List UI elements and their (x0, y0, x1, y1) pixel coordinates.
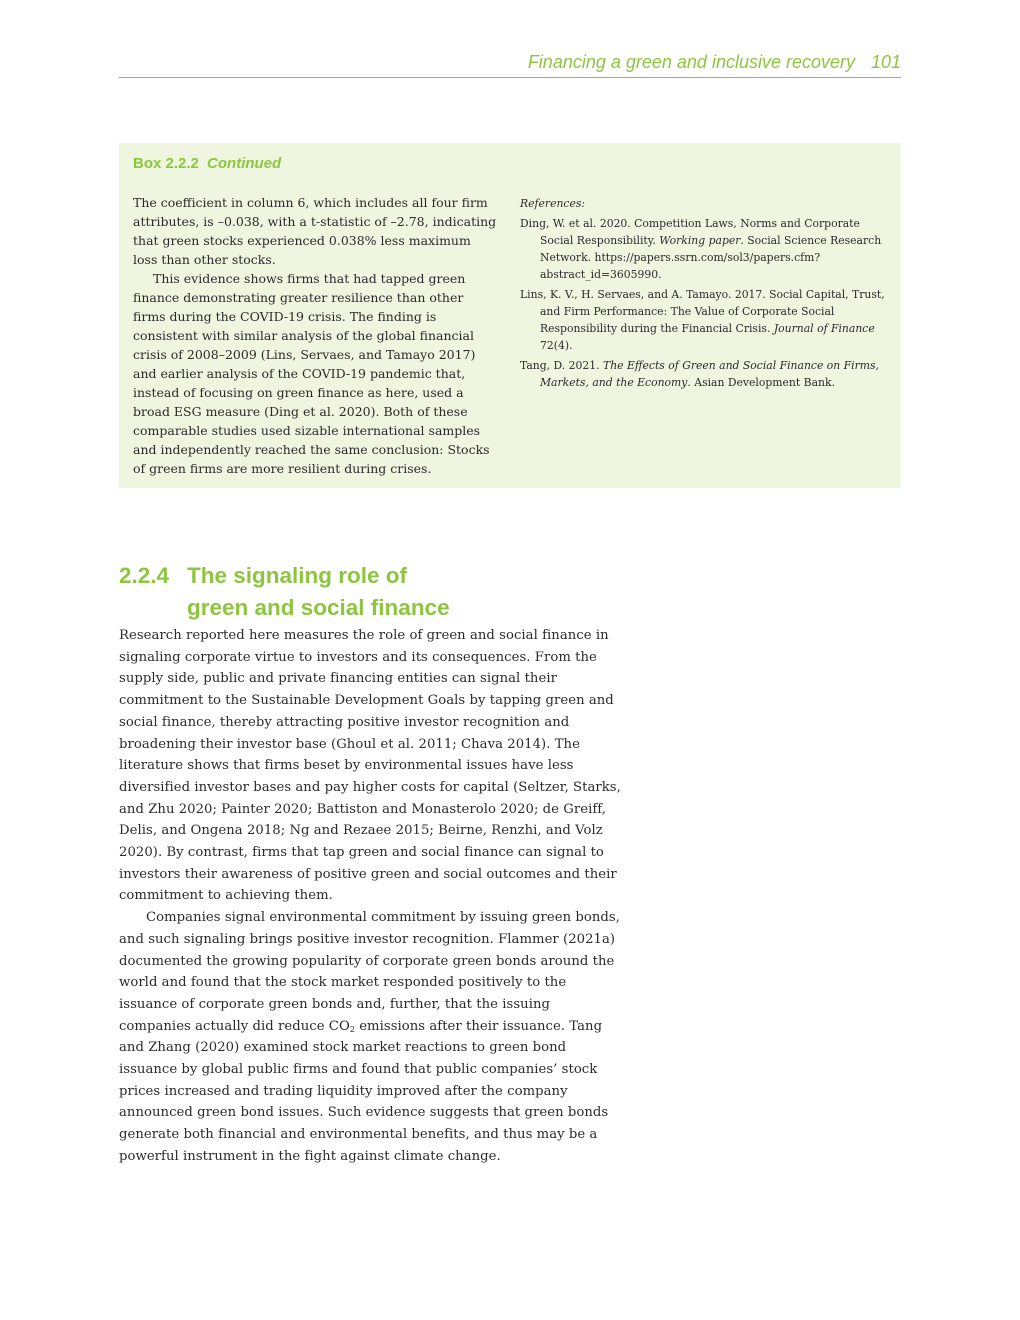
co2-subscript: 2 (349, 1024, 355, 1034)
body-text (119, 625, 624, 1168)
box-references (520, 195, 895, 394)
box-paragraph: The coefficient in column 6, which includes all four firm attributes, is –0.038, with a t-statistic of –2.78, indicating that green stocks experienced 0.038% less maximum loss than other stocks. (133, 195, 497, 267)
running-title: Financing a green and inclusive recovery (527, 52, 855, 72)
section-heading (119, 560, 539, 624)
running-header (119, 50, 901, 78)
box-label-number: Box 2.2.2 (133, 155, 199, 172)
section-title-line2: green and social finance (187, 595, 450, 620)
reference-item: Ding, W. et al. 2020. Competition Laws, Norms and Corporate Social Responsibility. Working paper. Social Science Research Network. https://papers.ssrn.com/sol3/papers.cfm?abstract_id=3605990. (520, 217, 882, 281)
body-paragraph: Companies signal environmental commitment by issuing green bonds, and such signaling brings positive investor recognition. Flammer (2021a) documented the growing popularity of corporate green bonds around the world and found that the stock market responded positively to the issuance of corporate green bonds and, further, that the issuing companies actually did reduce $CO_2$ emissions after their issuance. Tang and Zhang (2020) examined stock market reactions to green bond issuance by global public firms and found that public companies’ stock prices increased and trading liquidity improved after the company announced green bond issues. Such evidence suggests that green bonds generate both financial and environmental benefits, and thus may be a powerful instrument in the fight against climate change. (119, 910, 620, 1164)
box-2-2-2 (119, 143, 901, 488)
section-number: 2.2.4 (119, 563, 170, 588)
box-label-continued: Continued (207, 155, 282, 172)
reference-item: Lins, K. V., H. Servaes, and A. Tamayo. 2017. Social Capital, Trust, and Firm Performance: The Value of Corporate Social Responsibility during the Financial Crisis. Journal of Finance 72(4). (520, 288, 885, 352)
page-number: 101 (870, 52, 901, 72)
body-paragraph: Research reported here measures the role of green and social finance in signaling corporate virtue to investors and its consequences. From the supply side, public and private financing entities can signal their commitment to the Sustainable Development Goals by tapping green and social finance, thereby attracting positive investor recognition and broadening their investor base (Ghoul et al. 2011; Chava 2014). The literature shows that firms beset by environmental issues have less diversified investor bases and pay higher costs for capital (Seltzer, Starks, and Zhu 2020; Painter 2020; Battiston and Monasterolo 2020; de Greiff, Delis, and Ongena 2018; Ng and Rezaee 2015; Beirne, Renzhi, and Volz 2020). By contrast, firms that tap green and social finance can signal to investors their awareness of positive green and social outcomes and their commitment to achieving them. (119, 628, 621, 904)
reference-item: Tang, D. 2021. The Effects of Green and Social Finance on Firms, Markets, and the Economy. Asian Development Bank. (520, 359, 879, 389)
box-paragraph: This evidence shows firms that had tapped green finance demonstrating greater resilience than other firms during the COVID-19 crisis. The finding is consistent with similar analysis of the global financial crisis of 2008–2009 (Lins, Servaes, and Tamayo 2017) and earlier analysis of the COVID-19 pandemic that, instead of focusing on green finance as here, used a broad ESG measure (Ding et al. 2020). Both of these comparable studies used sizable international samples and independently reached the same conclusion: Stocks of green firms are more resilient during crises. (133, 271, 490, 476)
references-heading: References: (520, 197, 586, 210)
box-left-column (133, 193, 499, 478)
section-title-line1: The signaling role of (187, 563, 408, 588)
box-label (133, 155, 281, 172)
